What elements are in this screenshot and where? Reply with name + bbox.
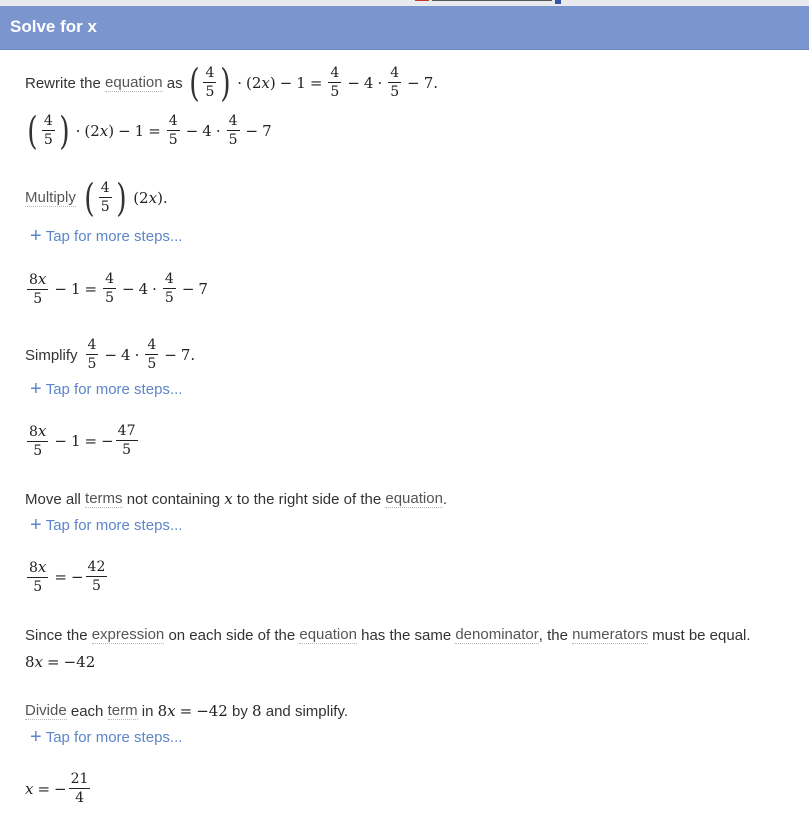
tap-more-label: Tap for more steps... [45,516,183,534]
math-expression: $\frac{4}{5}$ − 4 · $\frac{4}{5}$ − 7. [87,337,196,372]
glossary-link-equation[interactable]: equation [299,626,357,643]
math-expression: ( $\frac{4}{5}$ ) (2 x ). [84,176,168,220]
step-text: Rewrite the [25,74,101,92]
glossary-link-multiply[interactable]: Multiply [25,189,76,206]
glossary-link-term[interactable]: term [107,702,138,719]
equation-numerators: 8x = −42 [25,653,96,671]
step-divide-description: Divide each term in 8x = −42 by 8 and simplify. [25,702,349,720]
tap-more-steps-button[interactable] [30,515,182,535]
equation-rewritten: ( $\frac{4}{5}$ ) · (2 x ) − 1 = $\frac{4}{5}$ − 4 · $\frac{4}{5}$ − 7 [27,109,272,153]
step-rewrite-description [25,56,438,110]
tap-more-steps-button[interactable] [30,226,182,246]
page-title: Solve for x [10,17,97,36]
tap-more-steps-button[interactable] [30,727,182,747]
plus-icon: + [30,225,42,247]
glossary-link-numerators[interactable]: numerators [572,626,648,643]
equation-after-multiply: $\frac{8x}{5}$ − 1 = $\frac{4}{5}$ − 4 · $\frac{4}{5}$ − 7 [29,269,208,307]
step-simplify-description [25,330,195,380]
tap-more-label: Tap for more steps... [45,380,183,398]
logo-fragment [410,0,570,5]
glossary-link-divide[interactable]: Divide [25,702,67,719]
step-move-terms-description: Move all terms not containing x to the right side of the equation . [25,490,448,508]
solution-steps [0,50,809,819]
final-answer: x = − $\frac{21}{4}$ [25,771,89,806]
glossary-link-expression[interactable]: expression [91,626,165,643]
step-text: Simplify [25,346,78,364]
plus-icon: + [30,726,42,748]
plus-icon: + [30,378,42,400]
glossary-link-equation[interactable]: equation [385,490,443,507]
tap-more-label: Tap for more steps... [45,728,183,746]
glossary-link-terms[interactable]: terms [85,490,123,507]
solution-header [0,6,809,50]
equation-after-move: $\frac{8x}{5}$ = − $\frac{42}{5}$ [29,557,106,595]
math-expression: ( $\frac{4}{5}$ ) · (2 x ) − 1 = $\frac{4}{5}$ − 4 · $\frac{4}{5}$ − 7. [188,61,439,105]
step-multiply-description [25,172,168,224]
glossary-link-equation[interactable]: equation [105,74,163,91]
step-text: as [166,74,183,92]
plus-icon: + [30,514,42,536]
step-numerators-description: Since the expression on each side of the equation has the same denominator , the numerators must be equal. [25,626,751,644]
tap-more-label: Tap for more steps... [45,227,183,245]
tap-more-steps-button[interactable] [30,379,182,399]
glossary-link-denominator[interactable]: denominator [455,626,539,643]
equation-after-simplify: $\frac{8x}{5}$ − 1 = − $\frac{47}{5}$ [29,421,136,459]
